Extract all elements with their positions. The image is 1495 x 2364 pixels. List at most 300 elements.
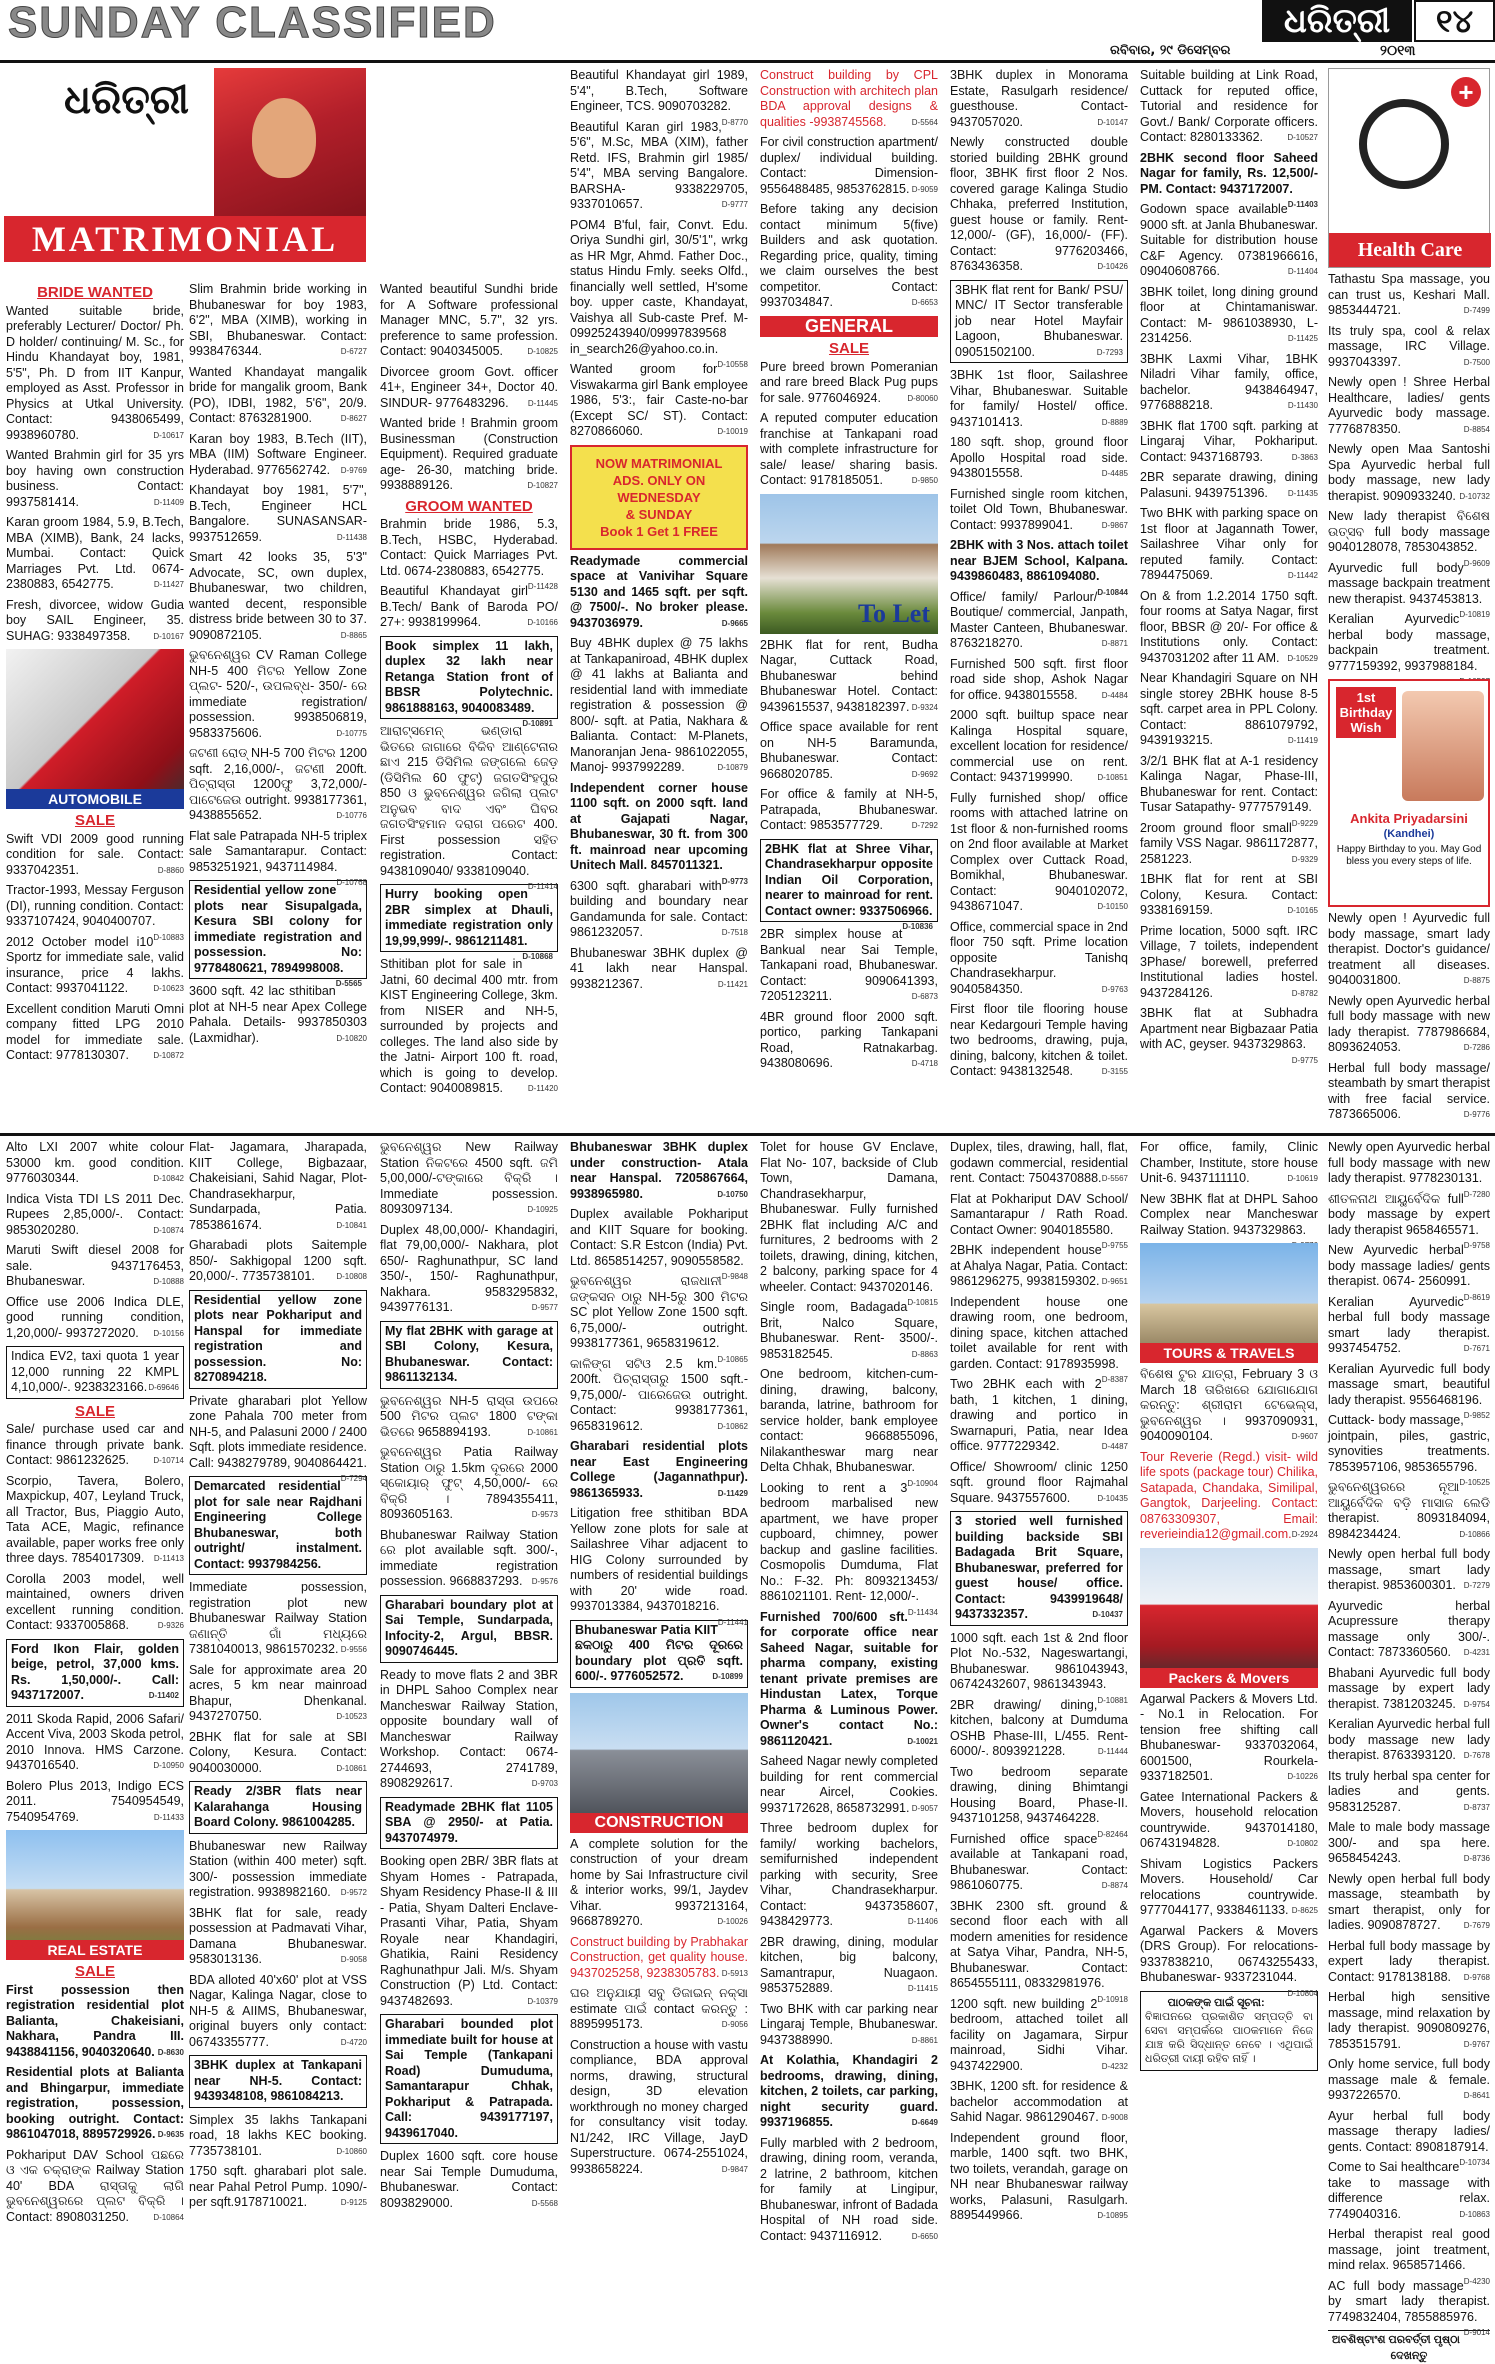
bride-face [252,98,316,178]
ad-text: 6300 sqft. gharabari with building and boundary near Gandamunda for sale. Contact: 9861232057. [570,878,748,939]
packers-label: Packers & Movers [1140,1668,1318,1688]
ad-text: Saheed Nagar newly completed building for rent commercial near Aircel, Cookies. 9937172628, 8658732991. [760,1754,938,1815]
classified-ad [1140,470,1318,501]
ad-text: 2BHK independent house at Ahalya Nagar, Patia. Contact: 9861296275, 9938159302. [950,1243,1128,1288]
ad-text: Newly open Ayurvedic herbal full body massage with new lady therapist. 9778230131. [1328,1140,1490,1185]
ad-code: D-9556 [340,1645,367,1654]
classified-ad [189,483,367,545]
ad-code: D-10861 [336,1763,367,1773]
ad-code: D-5567 [1101,1174,1128,1183]
classified-ad [570,1357,748,1435]
ad-code: D-10156 [153,1328,184,1338]
ad-code: D-10802 [1287,1839,1318,1848]
classified-ad [950,135,1128,275]
classified-ad [950,1898,1128,2004]
ad-code: D-6653 [911,298,938,307]
classified-ad [570,1439,748,1501]
ad-text: Keralian Ayurvedic herbal full body massage new lady therapist. 8763393120. [1328,1717,1490,1762]
ad-text: Maruti Swift diesel 2008 for sale. 9437176453, Bhubaneswar. [6,1243,184,1288]
classified-ad [380,1445,558,1523]
classified-ad [760,720,938,782]
ad-text: 1750 sqft. gharabari plot sale. near Pahal Petrol Pump. 1090/- per sqft.9178710021. [189,2164,367,2209]
ad-text: Beautiful Karan girl 1983, 5'6", M.Sc, MBA (XIM), father Retd. IFS, Brahmin girl 1985/ 5'4", MBA serving Bangalore. BARSHA- 9338229705, 9337010657. [570,119,748,211]
ad-text: Keralian Ayurvedic full body massage smart, beautiful lady therapist. 9556468196. [1328,1361,1490,1407]
ad-text: Wanted beautiful Sundhi bride for A Software professional Manager MNC, 5.7", 32 yrs. preference to same profession. Contact: 9040345005. [380,282,558,358]
classified-ad [570,362,748,440]
classified-ad [1140,1006,1318,1065]
classified-ad [1328,2108,1490,2167]
ad-text: Godown space available 9000 sft. at Janla Bhubaneswar. Suitable for distribution house C&F Agency. 07381966616, 09040608766. [1140,202,1318,278]
ad-code: D-7294 [340,1474,367,1483]
classified-ad [6,1779,184,1826]
automobile-sale-heading: SALE [74,812,115,829]
ad-code: D-11415 [907,1984,938,1993]
ad-text: ଭୁବନେଶ୍ୱର New Railway Station ନିକଟରେ 4500 sqft. ଜମି 5,00,000/-ଟଙ୍କାରେ ବିକ୍ରି । Immediate possession. 8093097134. [380,1140,558,1216]
ad-code: D-9692 [911,769,938,779]
ad-code: D-9329 [1291,854,1318,864]
red-ad: Construct building by CPL Construction with architech plan BDA approval designs & qualities -9938745568. D-5564 [760,68,938,129]
ad-text: Bhabani Ayurvedic full body massage by expert lady therapist. 7381203245. [1328,1665,1490,1711]
ad-text: A reputed computer education franchise at Tankapani road with complete infrastructure for sale/ lease/ sharing basis. Contact: 9178185051. [760,411,938,487]
ad-text: କାଳିଙ୍ଗ ସଟିଓ 2.5 km. 200ft. ପିଚ୍‌ରାସ୍ତାରୁ 1500 sqft.- 9,75,000/- ପାରେଜେଉ outright. Contact: 9938177361, 9658319612. [570,1356,748,1433]
ad-text: Two BHK with parking space on 1st floor at Jagannath Tower, Sailashree Vihar only for reputed family. Contact: 7894475069. [1140,506,1318,582]
ad-text: Alto LXI 2007 white colour 53000 km. good condition. 9776030344. [6,1140,184,1185]
ad-code: D-10619 [1287,1174,1318,1183]
ad-code: D-6650 [911,2231,938,2241]
to-let-photo [760,494,938,634]
bottom-column-5 [760,1140,938,2330]
classified-ad [189,1580,367,1658]
ad-code: D-9776 [1463,1110,1490,1119]
ad-code: D-11427 [153,580,184,589]
ad-code: D-10825 [527,347,558,356]
ad-code: D-10021 [907,1736,938,1746]
ad-text: 2BR separate drawing, dining Palasuni. 9439751396. [1140,470,1318,500]
classified-ad [570,1207,748,1281]
ad-text: Duplex 48,00,000/- Khandagiri, flat 79,00,000/- Nakhara, plot 650/- Raghunathpur, SC land 350/-, 150/- Raghunathpur, Nakhara. 9583295832, 9439776131. [380,1222,558,1314]
classified-ad [1140,753,1318,828]
classified-ad [380,1528,558,1590]
ad-text: Beautiful Khandayat girl B.Tech/ Bank of Baroda PO/ 27+: 9938199964. [380,584,558,629]
ad-code: D-11442 [1287,571,1318,580]
banner-logo: ଧରିତ୍ରୀ [64,77,189,123]
reader-notice [1140,1991,1318,2071]
classified-ad [760,1754,938,1816]
ad-code: D-11403 [1287,200,1318,209]
ad-text: 3BHK flat 1700 sqft. parking at Lingaraj Vihar, Pokhariput. Contact: 9437168793. [1140,418,1318,464]
classified-ad [1140,1192,1318,1239]
ad-code: D-10863 [1459,2209,1490,2219]
ad-code: D-8737 [1463,1802,1490,1812]
boxed-ad: Readymade 2BHK flat 1105 SBA @ 2950/- at Patia. 9437074979. [380,1797,558,1850]
classified-ad [189,746,367,824]
classified-ad [1328,1666,1490,1713]
ad-code: D-10918 [1097,1994,1128,2004]
classified-ad [760,1010,938,1072]
ad-code: D-8619 [1463,1292,1490,1302]
ad-code: D-11438 [336,532,367,542]
ad-text: Newly open ! Ayurvedic full body massage, smart lady therapist. Doctor's guidance/ treatment all diseases. 9040031800. [1328,911,1490,987]
classified-ad [760,1935,938,1997]
ad-text: Bhubaneswar 3BHK duplex @ 41 lakh near Hanspal. 9938212367. [570,945,748,991]
ad-code: D-9057 [911,1803,938,1813]
ad-text: Keralian Ayurvedic herbal full body massage smart lady therapist. 9937454752. [1328,1294,1490,1355]
ad-code: D-11434 [907,1607,938,1617]
classified-ad [760,1367,938,1488]
ad-text: Independent ground floor, marble, 1400 sqft. two BHK, two toilets, verandah, garage on NH near Bhubaneswar railway works, Palasuni, Rasulgarh. 8895449966. [950,2130,1128,2222]
boxed-ad: Ready 2/3BR flats near Kalarahanga Housing Board Colony. 9861004285. [189,1781,367,1834]
classified-ad [1140,1367,1318,1445]
ad-code: D-8387 [1101,1375,1128,1384]
boxed-ad: Gharabari bounded plot immediate built for house at Sai Temple (Tankapani Road) Dumuduma, Samantarapur Chhak, Pokhariput & Patrapada. Call: 9439177197, 9439617040. [380,2014,558,2144]
classified-ad [380,517,558,591]
ad-box: Ford Ikon Flair, golden beige, petrol, 37,000 kms. Rs. 1,50,000/-. Call: 9437172007. D-11402 [6,1639,184,1707]
classified-ad [6,448,184,510]
birthday-title: 1st Birthday Wish [1336,687,1396,738]
ad-code: D-9572 [340,1888,367,1897]
page-number: ୧୪ [1414,0,1495,42]
real-estate-label: REAL ESTATE [6,1940,184,1960]
classified-ad [189,432,367,479]
ad-code: D-10904 [907,1478,938,1488]
classified-ad [380,1394,558,1441]
ad-code: D-10841 [336,1220,367,1230]
ad-code: D-10776 [336,811,367,820]
classified-ad [1140,202,1318,280]
ad-text: ଭୁବନେଶ୍ୱର ରାଜଧାନୀ ଜଙ୍କସନ ଠାରୁ NH-5ରୁ 300 ମିଟର SC plot Yellow Zone 1500 sqft. 6,75,000/- outright. 9938177361, 9658319612. [570,1274,748,1350]
ad-text: Litigation free sthitiban BDA Yellow zone plots for sale at Sailashree Vihar adjacent to HIG Colony surrounded by numbers of residential buildings with 20' wide road. 9937013384, 9437018216. [570,1506,748,1613]
section-title: SUNDAY CLASSIFIED [8,0,497,47]
ad-text: Ready to move flats 2 and 3BR in DHPL Sahoo Complex near Mancheswar Railway Station, opposite boundary wall of Mancheswar Railway Workshop. Contact: 0674-2744693, 2741789, 8908292617. [380,1667,558,1790]
ad-code: D-10815 [907,1298,938,1307]
classified-ad [189,1140,367,1233]
ad-code: D-10874 [153,1225,184,1235]
ad-code: D-7678 [1463,1751,1490,1760]
ad-code: D-9769 [340,465,367,475]
ad-code: D-9609 [1463,558,1490,568]
ad-text: Private gharabari plot Yellow zone Pahala 700 meter from NH-5, and Palasuni 2000 / 2400 Sqft. plots immediate residence. Call: 9438279789, 9040864421. [189,1393,367,1470]
ad-code: D-11406 [907,1917,938,1926]
ad-text: Sale for approximate area 20 acres, 5 km near mainroad Bhapur, Dhenkanal. 9437270750. [189,1662,367,1723]
ad-code: D-9008 [1101,2113,1128,2122]
ad-text: Prime location, 5000 sqft. IRC Village, 7 toilets, independent 3Phase/ borewell, preferred Institutional ladies hostel. 9437284126. [1140,923,1318,1000]
ad-text: Herbal full body massage by expert lady therapist. Contact: 9178138188. [1328,1938,1490,1984]
ad-code: D-10862 [717,1421,748,1431]
ad-text: Bhubaneswar new Railway Station (within 400 meter) sqft. 300/- possession immediate registration. 9938982160. [189,1838,367,1899]
classified-ad [189,1973,367,2051]
ad-text: 2BHK second floor Saheed Nagar for family, Rs. 12,500/- PM. Contact: 9437172007. [1140,150,1318,196]
ad-text: Readymade commercial space at Vanivihar Square 5130 and 1465 sqft. per sqft. @ 7500/-. No broker please. 9437036979. [570,553,748,630]
ad-code: D-11444 [1097,1747,1128,1756]
classified-ad [1328,442,1490,504]
ad-text: ବିଶେଷ ଟୁର ଯାତ୍ରା, February 3 ଓ March 18 ତାରିଖରେ ଯୋଗାଯୋଗ କରନ୍ତୁ: ଶ୍ରୀରାମ ଟେଭେଲ୍ସ, ଭୁବନେଶ୍ୱର । 9937090931, 9040090104. [1140,1367,1318,1443]
ad-text: Newly constructed double storied building 2BHK ground floor, 3BHK first floor 2 Nos. covered garage Kalinga Studio Chhaka, preferred Institution, guest house or family. Rent- 12,000/- (GF), 16,000/- (FF). Contact: 9776203466, 8763436358. [950,135,1128,273]
classified-ad [1328,1061,1490,1123]
ad-text: Wanted suitable bride, preferably Lecturer/ Doctor/ Ph. D holder/ continuing/ M. Sc., for Hindu Khandayat boy, 1981, 5'5", Ph. D from IIT Kanpur, employed as Asst. Professor in Physics at Utkal University. Contact: 9438065499, 9938960780. [6,303,184,442]
ad-code: D-9763 [1101,984,1128,994]
classified-ad [950,2079,1128,2126]
ad-code: D-4720 [340,2037,367,2047]
classified-ad [570,2038,748,2178]
ad-code: D-7280 [1463,1189,1490,1199]
ad-text: Newly open herbal full body massage, steambath by smart therapist, only for ladies. 9090878727. [1328,1871,1490,1932]
ad-text: Scorpio, Tavera, Bolero, Maxpickup, 407, Leyland Truck, all Tractor, Bus, Piaggio Auto, Tata ACE, Magic, refinance available, paper works free only three days. 7854017309. [6,1473,184,1565]
ad-text: One bedroom, kitchen-cum-dining, drawing, balcony, baranda, latrine, bathroom for service holder, bank employee contact: 9668855096, Nilakantheswar marg near Delta Chhak, Bhubaneswar. [760,1367,938,1474]
bride-wanted-heading: BRIDE WANTED [37,284,153,301]
classified-ad [950,1243,1128,1290]
ad-text: Duplex, tiles, drawing, hall, flat, godawn commercial, residential rent. Contact: 7504370888. [950,1140,1128,1185]
ad-text: AC full body massage by smart lady therapist. 7749832404, 7855885976. [1328,2278,1490,2324]
classified-ad [1140,1857,1318,1919]
ad-code: D-10714 [153,1456,184,1465]
ad-text: Duplex 1600 sqft. core house near Sai Temple Dumuduma, Bhubaneswar. Contact: 8093829000. [380,2149,558,2210]
classified-ad [760,1480,938,1617]
ad-text: 1BHK flat for rent at SBI Colony, Kesura. Contact: 9338169159. [1140,872,1318,917]
groom-wanted-heading: GROOM WANTED [405,497,533,515]
ad-code: D-10861 [527,1427,558,1437]
ad-code: D-10167 [153,631,184,641]
ad-text: Furnished 500 sqft. first floor road side shop, Ashok Nagar for office. 9438015558. [950,656,1128,702]
ad-text: Ayur herbal full body massage therapy ladies/ gents. Contact: 8908187914. [1328,2108,1490,2154]
ad-code: D-10026 [717,1917,748,1926]
ad-code: D-8641 [1463,2091,1490,2100]
classified-ad [570,1837,748,1930]
ad-code: D-10881 [1097,1695,1128,1705]
ad-code: D-11409 [153,497,184,507]
ad-code: D-11419 [1287,736,1318,745]
ad-code: D-8770 [721,117,748,127]
boxed-ad: 3BHK duplex at Tankapani near NH-5. Contact: 9439348108, 9861084213. [189,2055,367,2108]
ad-text: Herbal high sensitive massage, mind relaxation by lady therapist. 9090809276, 7853515791. [1328,1990,1490,2051]
ad-text: Brahmin bride 1986, 5.3, B.Tech, HSBC, Hyderabad. Contact: Quick Marriages Pvt. Ltd. 0674-2380883, 6542775. [380,517,558,578]
birthday-wish-box [1328,679,1490,907]
ad-code: D-10379 [527,1996,558,2006]
classified-ad [6,1002,184,1064]
ad-text: 3BHK Laxmi Vihar, 1BHK Niladri Vihar family, office, bachelor. 9438464947, 9776888218. [1140,351,1318,412]
ad-text: Sale/ purchase used car and finance through private bank. Contact: 9861232625. [6,1422,184,1467]
ad-code: D-10226 [1287,1772,1318,1781]
ad-text: Two bedroom separate drawing, dining Bhimtangi Housing Board, Phase-II. 9437101258, 9437464228. [950,1764,1128,1825]
ad-text: Bhubaneswar 3BHK duplex under construction- Atala near Hanspal. 7205867664, 9938965980. [570,1140,748,1201]
classified-ad [380,1140,558,1218]
classified-ad [570,1935,748,1982]
ad-code: D-9775 [1291,1055,1318,1065]
classified-ad [1328,2227,1490,2286]
classified-ad [950,1002,1128,1080]
classified-ad [570,780,748,886]
ad-text: 2011 Skoda Rapid, 2006 Safari/ Accent Viva, 2003 Skoda petrol, 2010 Innova. HMS Carzone. 9437016540. [6,1711,184,1772]
ad-code: D-4232 [1101,2061,1128,2071]
classified-ad [6,1422,184,1469]
classified-ad [1140,1790,1318,1852]
classified-ad [189,1238,367,1285]
ad-code: D-10860 [336,2146,367,2156]
ad-text: Suitable building at Link Road, Cuttack for reputed office, Tutorial and residence for Govt./ Bank/ Corporate officers. Contact: 8280133362. [1140,68,1318,144]
ad-code: D-4487 [1101,1442,1128,1451]
ad-text: Corolla 2003 model, well maintained, owners driven excellent running condition. Contact: 9337005868. [6,1571,184,1632]
ad-code: D-8875 [1463,976,1490,985]
ad-code: D-5568 [531,2198,558,2208]
ad-code: D-10523 [336,1712,367,1721]
column-1 [6,282,184,1128]
classified-ad [950,487,1128,534]
ad-text: Two BHK with car parking near Lingaraj Temple, Bhubaneswar. 9437388990. [760,2001,938,2047]
classified-ad [950,791,1128,915]
ad-code: D-11428 [527,582,558,591]
classified-ad [570,554,748,632]
classified-ad [760,1140,938,1307]
ad-code: D-8854 [1463,424,1490,434]
ad-code: D-8865 [340,630,367,640]
issue-year: ୨୦୧୩ [1380,43,1416,59]
ad-text: Indica Vista TDI LS 2011 Dec. Rupees 2,85,000/-. Contact: 9853020280. [6,1191,184,1237]
classified-ad [760,360,938,407]
ad-text: ଭୁବନେଶ୍ୱର CV Raman College NH-5 400 ମିଟର Yellow Zone ପ୍ଲଟ- 520/-, ଉପଲବ୍ଧ- 350/- ରେ immediate registration/ possession. 9938506819, 9583375606. [189,648,367,740]
classified-ad [6,1140,184,1187]
classified-ad [6,1474,184,1567]
classified-ad [950,435,1128,482]
child-photo [1402,691,1484,801]
ad-code: D-11445 [527,398,558,408]
ad-code: D-11413 [153,1554,184,1563]
boxed-ad: My flat 2BHK with garage at SBI Colony, Kesura, Bhubaneswar. Contact: 9861132134. [380,1321,558,1389]
classified-ad [950,1764,1128,1839]
ad-code: D-80060 [907,393,938,403]
classified-ad [760,1610,938,1750]
classified-ad [6,1712,184,1774]
newspaper-logo: ଧରିତ୍ରୀ [1262,0,1412,42]
ad-text: Male to male body massage 300/- and spa here. 9658454243. [1328,1820,1490,1865]
classified-ad [380,2149,558,2211]
ad-text: 3BHK duplex in Monorama Estate, Rasulgarh residence/ guesthouse. Contact- 9437057020. [950,68,1128,129]
ad-text: Near Khandagiri Square on NH single storey 2BHK house 8-5 sqft. carpet area in PPL Colony. Contact: 8861079792, 9439193215. [1140,671,1318,747]
ad-code: D-7279 [1463,1581,1490,1590]
ad-code: D-11404 [1287,267,1318,276]
birthday-name: Ankita Priyadarsini [1350,811,1468,826]
ad-text: Office use 2006 Indica DLE, good running condition, 1,20,000/- 9937272020. [6,1294,184,1340]
ad-text: Keralian Ayurvedic herbal body massage, backpain treatment. 9777159392, 9937988184. [1328,612,1490,673]
red-cross-icon: + [1451,77,1481,107]
ad-text: Bolero Plus 2013, Indigo ECS 2011. 7540954549, 7540954769. [6,1778,184,1824]
car-sale-heading: SALE [74,1402,115,1420]
ad-code: D-9847 [721,2164,748,2174]
ad-code: D-9852 [1463,1411,1490,1420]
classified-ad [1328,1769,1490,1816]
ad-code: D-10808 [336,1272,367,1281]
ad-code: D-9850 [911,476,938,485]
ad-text: Wanted bride ! Brahmin groom Businessman (Construction Equipment). Required graduate age- 26-30, matching bride. 9938889126. [380,416,558,492]
ad-code: D-9767 [1463,2039,1490,2049]
ad-code: D-9058 [340,1955,367,1964]
classified-ad [1328,2057,1490,2104]
ad-text: POM4 B'ful, fair, Convt. Edu. Oriya Sundhi girl, 30/5'1", wrkg as HR Mgr, Ahmd. Father Doc., status Hindu Fmly. seeks Olfd., financially well settled, H'some boy. upper caste, Khandayat, Vaishya all Sub-caste Pref. M- 09925243940/09997839568 in_search26@yahoo.co.in. [570,217,748,356]
ad-text: Only home service, full body massage male & female. 9937226570. [1328,2057,1490,2102]
ad-code: D-8736 [1463,1854,1490,1863]
ad-code: D-10895 [1097,2211,1128,2220]
classified-ad [950,708,1128,786]
ad-text: Wanted Brahmin girl for 35 yrs boy having own construction business. Contact: 9937581414. [6,448,184,509]
classified-ad [1140,589,1318,667]
birthday-nickname: (Kandhei) [1383,828,1435,840]
classified-ad [6,883,184,942]
ad-text: 3/2/1 BHK flat at A-1 residency Kalinga Nagar, Phase-III, Bhubaneswar for rent. Contact: Tusar Satapathy- 9777579149. [1140,753,1318,814]
real-estate-photo [6,1830,184,1960]
ad-code: D-9577 [531,1303,558,1312]
ad-code: D-9848 [721,1272,748,1281]
ad-code: D-10879 [717,763,748,772]
ad-text: Looking to rent a 3 bedroom marbalised new apartment, we have proper cupboard, chimney, power backup and gasline facilities. Cosmopolis Dumduma, Flat No.: F-32. Ph: 8093213453/ 8861021101. Rent- 12,000/-. [760,1480,938,1603]
ad-text: 3BHK 1st floor, Sailashree Vihar, Bhubaneswar. Suitable for family/ Hostel/ office. 9437101413. [950,368,1128,429]
classified-ad [380,282,558,360]
classified-ad [1328,509,1490,568]
classified-ad [570,636,748,776]
classified-ad [1328,994,1490,1056]
column-2 [189,282,367,1128]
ad-text: Fully furnished shop/ office rooms with attached latrine on 1st floor & non-furnished rooms on 2nd floor available at Market Complex over Cuttack Road, Bomikhal, Bhubaneswar. Contact: 9040102072, 9438671047. [950,790,1128,913]
ad-text: Come to Sai healthcare take to massage with difference relax. 7749040316. [1328,2160,1490,2221]
ad-code: D-8861 [911,2035,938,2045]
classified-ad [950,1460,1128,1507]
issue-date: ରବିବାର, ୨୯ ଡିସେମ୍ବର [1110,43,1231,58]
ad-code: D-10623 [153,984,184,993]
ad-text: 2BR drawing/ dining, kitchen, balcony at Dumduma OSHB Phase-III, L/455. Rent- 6000/-. 8093921228. [950,1697,1128,1758]
classified-ad [570,1986,748,2033]
ad-text: Single room, Badagada Brit, Nalco Square, Bhubaneswar. Rent- 3500/-. 9853182545. [760,1300,938,1361]
ad-text: 2BR drawing, dining, modular kitchen, big balcony, Samantrapur, Nuagaon. 9853752889. [760,1934,938,1995]
section-rule [0,1133,1495,1136]
ad-code: D-10527 [1287,133,1318,142]
classified-ad [1328,272,1490,319]
ad-code: D-8863 [911,1349,938,1359]
classified-ad [6,1243,184,1290]
ad-code: D-10426 [1097,262,1128,271]
classified-ad [760,787,938,834]
ad-code: D-10166 [527,618,558,627]
classified-ad [1140,1450,1318,1543]
classified-ad [760,2002,938,2049]
ad-text: Pokhariput DAV School ପଛରେ ଓ ଏକ ଚକ୍ରାଙ୍କ Railway Station 40' BDA ରାସ୍ତାକୁ ଲାଗି ଭୁବନେଶ୍ୱରରେ ପ୍ଲଟ ବିକ୍ରି । Contact: 8908031250. [6,2147,184,2224]
notice-title: ପାଠକଙ୍କ ପାଇଁ ସୂଚନା: [1167,1996,1265,2009]
ad-code: D-10872 [153,1051,184,1060]
ad-text: 2room ground floor small family VSS Nagar. 9861172877, 2581223. [1140,820,1318,866]
ad-text: Duplex available Pokhariput and KIIT Square for booking. Contact: S.R Estcon (India) Pvt. Ltd. 8658514257, 9090558582. [570,1207,748,1268]
classified-ad [760,2136,938,2245]
ad-text: 1000 sqft. each 1st & 2nd floor Plot No.-532, Nageswartangi, Bhubaneswar. 9861043943, 06742432607, 9861343943. [950,1630,1128,1691]
ad-text: Office/ Showroom/ clinic 1250 sqft. ground floor Rajmahal Square. 9437557600. [950,1459,1128,1505]
classified-ad [950,1997,1128,2075]
ad-text: Tractor-1993, Messay Ferguson (DI), running condition. Contact: 9337107424, 9040400707. [6,883,184,928]
ad-text: Buy 4BHK duplex @ 75 lakhs at Tankapaniroad, 4BHK duplex @ 41 lakhs at Balianta and residential land with immediate registration & possession @ 800/- sqft. at Patia, Nakhara & Balianta. Contact: M-Planets, Manoranjan Jena- 9861022055, Manoj- 9937992289. [570,636,748,774]
ad-code: D-4230 [1463,2276,1490,2286]
ad-text: New 3BHK flat at DHPL Sahoo Complex near Mancheswar Railway Station. 9437329863. [1140,1191,1318,1237]
classified-ad [189,1906,367,1968]
classified-ad [950,1630,1128,1705]
ad-text: Tour Reverie (Regd.) visit- wild life spots (package tour) Chilika, Satapada, Chandaka, Similipal, Gangtok, Darjeeling. Contact: 08763309307, Email: reverieindia12@gmail.com. [1140,1449,1318,1541]
ad: 3600 sqft. 42 lac sthitiban plot at NH-5 near Apex College Pahala. Details- 9937850303 (Laxmidhar). D-10820 [189,984,367,1045]
ad-text: Newly open ! Shree Herbal Healthcare, ladies/ gents Ayurvedic body massage. 7776878350. [1328,375,1490,436]
construction-photo [570,1693,748,1833]
ad-text: Before taking any decision contact minimum 5(five) Builders and ask quotation. Regarding price, quality, timing we claim ourselves the best competitor. Contact: 9937034847. [760,202,938,309]
ad-text: First possession then registration residential plot Balianta, Chakeisiani, Nakhara, Pandra III. 9438841156, 9040320640. [6,1982,184,2059]
classified-ad [1140,150,1318,209]
classified-ad [1140,1140,1318,1187]
ad-text: ଜଟଣୀ ରୋଡ୍ NH-5 700 ମିଟର 1200 sqft. 2,16,000/-, ଜଟଣୀ 200ft. ପିଚ୍‌ରାସ୍ତା 1200ଫୁ 3,72,000/- ପାଟେଜେଉ outright. 9938177361, 9438855652. [189,746,367,822]
classified-ad [950,657,1128,704]
matrimonial-label: MATRIMONIAL [4,216,366,262]
ad-code: D-8630 [157,2047,184,2057]
classified-ad [570,879,748,941]
ad-text: Tathastu Spa massage, you can trust us, Keshari Mall. 9853444721. [1328,272,1490,317]
